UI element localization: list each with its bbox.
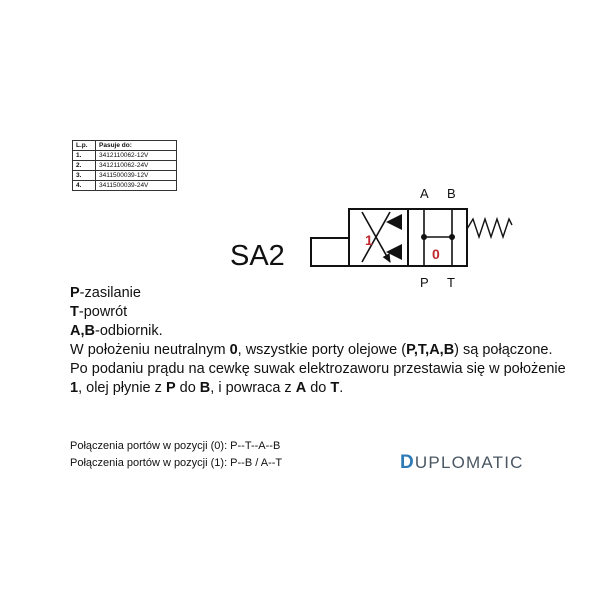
junction-dot	[449, 234, 455, 240]
port-connections	[70, 438, 282, 472]
solenoid-coil	[311, 238, 349, 266]
port-p-label: P	[420, 275, 429, 290]
port-a-label: A	[420, 186, 429, 201]
position-0-number: 0	[432, 246, 440, 262]
port-b-label: B	[447, 186, 456, 201]
row-lp: 2.	[73, 161, 96, 171]
connections-position-0: Połączenia portów w pozycji (0): P--T--A--B	[70, 440, 281, 452]
position-1-number: 1	[365, 232, 373, 248]
row-code: 3412110062-24V	[96, 161, 177, 171]
header-lp: L.p.	[73, 141, 96, 151]
row-lp: 1.	[73, 151, 96, 161]
desc-p-line: P-zasilanie	[70, 285, 141, 301]
desc-neutral-paragraph: W położeniu neutralnym 0, wszystkie porty olejowe (P,T,A,B) są połączone.	[70, 342, 553, 358]
port-t-label: T	[447, 275, 455, 290]
row-code: 3411500039-12V	[96, 171, 177, 181]
row-code: 3411500039-24V	[96, 181, 177, 191]
logo-initial: D	[400, 452, 415, 473]
junction-dot	[421, 234, 427, 240]
desc-ab-line: A,B-odbiornik.	[70, 323, 163, 339]
desc-energized-paragraph: Po podaniu prądu na cewkę suwak elektrozaworu przestawia się w położenie 1, olej płynie z P do B, i powraca z A do T.	[70, 361, 566, 396]
row-lp: 4.	[73, 181, 96, 191]
row-code: 3412110062-12V	[96, 151, 177, 161]
duplomatic-logo	[400, 452, 524, 474]
header-fits: Pasuje do:	[96, 141, 177, 151]
model-label: SA2	[230, 240, 285, 272]
description-block	[70, 284, 570, 398]
return-spring	[467, 219, 512, 237]
desc-t-line: T-powrót	[70, 304, 128, 320]
row-lp: 3.	[73, 171, 96, 181]
logo-text: UPLOMATIC	[414, 453, 524, 472]
connections-position-1: Połączenia portów w pozycji (1): P--B / A--T	[70, 457, 283, 469]
